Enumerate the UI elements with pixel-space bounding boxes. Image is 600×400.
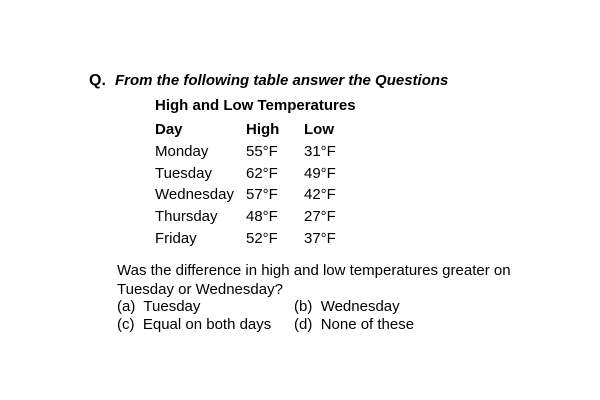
row-high: 48°F	[246, 208, 278, 225]
option-a[interactable]	[117, 298, 200, 315]
row-day: Tuesday	[155, 165, 212, 182]
option-label: (b)	[294, 298, 313, 315]
option-b[interactable]	[294, 298, 400, 315]
option-label: (d)	[294, 316, 313, 333]
option-text: None of these	[320, 316, 415, 333]
row-day: Friday	[155, 230, 197, 247]
option-text: Wednesday	[320, 298, 400, 315]
row-low: 42°F	[304, 186, 336, 203]
table-title: High and Low Temperatures	[155, 97, 356, 114]
option-text: Tuesday	[143, 298, 201, 315]
row-high: 55°F	[246, 143, 278, 160]
question-text: Was the difference in high and low temperatures greater on Tuesday or Wednesday?	[117, 262, 511, 298]
header-high: High	[246, 121, 280, 138]
row-low: 27°F	[304, 208, 336, 225]
option-label: (c)	[117, 316, 135, 333]
row-day: Thursday	[155, 208, 218, 225]
row-day: Wednesday	[155, 186, 234, 203]
row-high: 62°F	[246, 165, 278, 182]
row-low: 31°F	[304, 143, 336, 160]
question-prompt: From the following table answer the Questions	[115, 72, 449, 89]
option-label: (a)	[117, 298, 136, 315]
row-high: 57°F	[246, 186, 278, 203]
question-label: Q.	[89, 72, 106, 89]
row-day: Monday	[155, 143, 209, 160]
option-text: Equal on both days	[142, 316, 272, 333]
row-low: 49°F	[304, 165, 336, 182]
row-low: 37°F	[304, 230, 336, 247]
header-day: Day	[155, 121, 183, 138]
option-d[interactable]	[294, 316, 414, 333]
row-high: 52°F	[246, 230, 278, 247]
header-low: Low	[304, 121, 334, 138]
option-c[interactable]	[117, 316, 271, 333]
